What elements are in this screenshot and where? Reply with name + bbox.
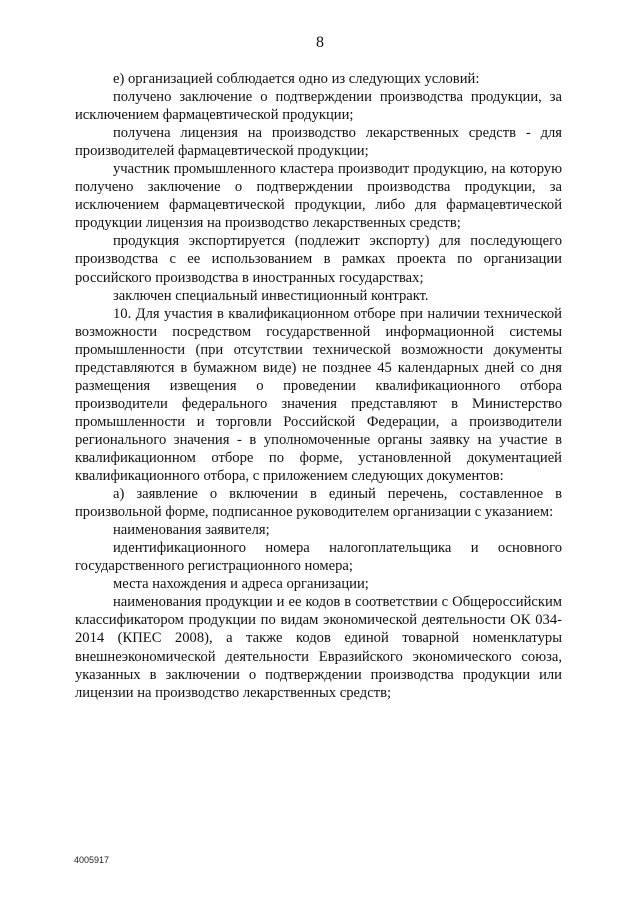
paragraph: места нахождения и адреса организации; [113, 576, 369, 593]
page-number: 8 [316, 34, 324, 51]
paragraph: наименования продукции и ее кодов в соответствии с Общероссийским классификатором продукции по видам экономической деятельности ОК 034-2014 (КПЕС 2008), а также кодов единой товарной номенклатуры внешнеэкономической деятельности Евразийского экономического союза, указанных в заключении о подтверждении производства продукции или лицензии на производство лекарственных средств; [75, 594, 562, 701]
paragraph: а) заявление о включении в единый перечень, составленное в произвольной форме, подписанное руководителем организации с указанием: [75, 486, 562, 521]
document-code: 4005917 [74, 855, 110, 865]
paragraph: получена лицензия на производство лекарственных средств - для производителей фармацевтической продукции; [75, 125, 562, 160]
paragraph: идентификационного номера налогоплательщика и основного государственного регистрационного номера; [75, 540, 562, 575]
paragraph: 10. Для участия в квалификационном отборе при наличии технической возможности посредством государственной информационной системы промышленности (при отсутствии технической возможности документы представляются в бумажном виде) не позднее 45 календарных дней со дня размещения извещения о проведении квалификационного отбора производители федерального значения представляют в Министерство промышленности и торговли Российской Федерации, а производители регионального значения - в уполномоченные органы заявку на участие в квалификационном отборе по форме, установленной документацией квалификационного отбора, с приложением следующих документов: [75, 305, 562, 485]
paragraph: наименования заявителя; [113, 522, 270, 539]
paragraph: участник промышленного кластера производит продукцию, на которую получено заключение о подтверждении производства продукции, за исключением фармацевтической продукции, либо для фармацевтической продукции лицензия на производство лекарственных средств; [75, 161, 562, 232]
paragraph: получено заключение о подтверждении производства продукции, за исключением фармацевтической продукции; [75, 89, 562, 124]
paragraph: е) организацией соблюдается одно из следующих условий: [113, 71, 480, 87]
paragraph: продукция экспортируется (подлежит экспорту) для последующего производства с ее использованием в рамках проекта по организации российского производства в иностранных государствах; [75, 233, 562, 286]
paragraph: заключен специальный инвестиционный контракт. [113, 287, 429, 304]
document-body [75, 70, 562, 702]
